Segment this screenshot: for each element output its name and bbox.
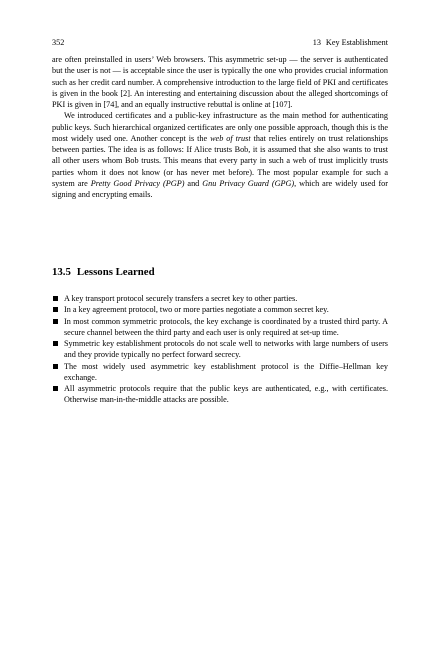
section-title: Lessons Learned	[76, 266, 155, 278]
term-gpg: Gnu Privacy Guard (GPG)	[202, 178, 295, 188]
section-number: 13.5	[52, 266, 71, 278]
paragraph-2-text-c: and	[184, 178, 203, 188]
list-item	[52, 316, 388, 339]
list-item	[52, 293, 388, 304]
list-item-text: Symmetric key establishment protocols do not scale well to networks with large numbers of users and they provide typically no perfect forward secrecy.	[64, 339, 388, 360]
list-item-text: In most common symmetric protocols, the key exchange is coordinated by a trusted third party. A secure channel between the third party and each user is only required at set-up time.	[64, 316, 388, 337]
page-number: 352	[52, 38, 65, 47]
square-bullet-icon	[53, 319, 58, 324]
paragraph-2-text-a: We introduced certificates and a public-key infrastructure as the main method for authenticating public keys. Such hierarchical organized certificates are only one possible approach, though this is the most widely used one. Another concept is the	[52, 111, 388, 143]
list-item-text: The most widely used asymmetric key establishment protocol is the Diffie–Hellman key exchange.	[64, 361, 388, 382]
term-web-of-trust: web of trust	[210, 133, 251, 143]
page-header	[52, 37, 388, 49]
list-item-text: A key transport protocol securely transfers a secret key to other parties.	[64, 294, 298, 303]
lessons-list	[52, 293, 388, 406]
list-item-text: All asymmetric protocols require that the public keys are authenticated, e.g., with certificates. Otherwise man-in-the-middle attacks are possible.	[64, 384, 388, 405]
term-pgp: Pretty Good Privacy (PGP)	[90, 178, 185, 188]
list-item	[52, 338, 388, 361]
square-bullet-icon	[53, 296, 58, 301]
square-bullet-icon	[53, 307, 58, 312]
list-item-text: In a key agreement protocol, two or more parties negotiate a common secret key.	[64, 305, 329, 315]
list-item	[52, 304, 388, 315]
list-item	[52, 361, 388, 384]
square-bullet-icon	[53, 341, 58, 346]
section-heading	[52, 265, 388, 279]
paragraph-2	[52, 110, 388, 200]
list-item	[52, 383, 388, 406]
chapter-title: Key Establishment	[325, 38, 388, 47]
paragraph-1	[52, 54, 388, 110]
square-bullet-icon	[53, 364, 58, 369]
paragraph-1-text: are often preinstalled in users’ Web browsers. This asymmetric set-up — the server is authenticated but the user is not — is acceptable since the user is typically the one who provides crucial information such as her credit card number. A comprehensive introduction to the large field of PKI and certificates is given in the book [2]. An interesting and entertaining discussion about the alleged shortcomings of PKI is given in [74], and an equally instructive rebuttal is online at [107].	[52, 55, 388, 109]
body-text	[52, 54, 388, 200]
square-bullet-icon	[53, 386, 58, 391]
running-head	[313, 37, 388, 49]
chapter-number: 13	[312, 38, 321, 47]
paragraph-2-text-b: that relies entirely on trust relationships between parties. The idea is as follows: If Alice trusts Bob, it is assumed that she also wants to trust all other users whom Bob trusts. This means that every party in such a web of trust implicitly trusts parties whom it does not know (or has never met before). The most popular example for such a system are	[52, 133, 388, 188]
paragraph-2-text-d: , which are widely used for signing and encrypting emails.	[52, 178, 388, 199]
